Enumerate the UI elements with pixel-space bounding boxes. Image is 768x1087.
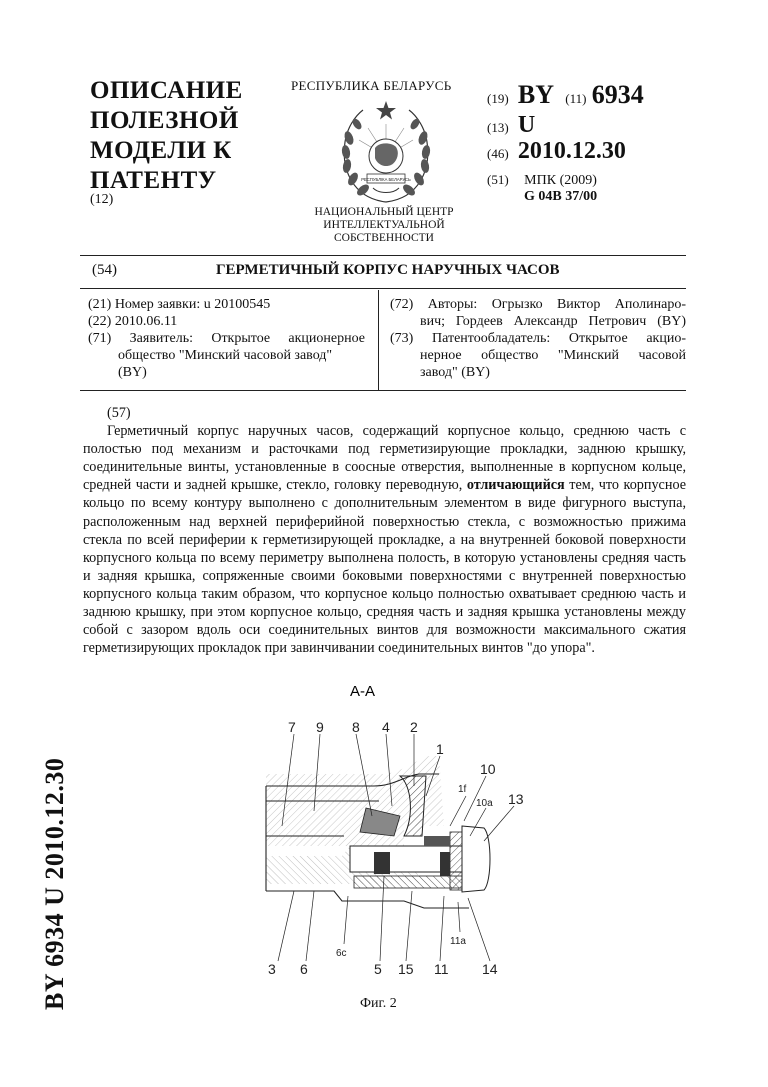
title-line-1: ОПИСАНИЕ bbox=[90, 77, 243, 104]
abstract-part-2: тем, что корпусное кольцо по всему контуру выполнено с дополнительным элементом в виде фигурного выступа, расположенным над верхней периферийной поверхностью стекла, с возможностью прижима стекла по всей периферии к герметизирующей прокладке, а на внутренней боковой поверхности корпусного кольца по всему периметру выполнена полость, в которую установлены средняя часть и задняя крышка, сопряженные своими боковыми поверхностями с внутренней поверхностью корпусного кольца таким образом, что корпусное кольцо полностью охватывает среднюю часть и заднюю крышку, при этом корпусное кольцо, средняя часть и задняя крышка установлены между собой с зазором вдоль оси соединительных винтов для возможности максимального сжатия герметизирующих прокладок при завинчивании соединительных винтов "до упора". bbox=[83, 477, 687, 657]
figure-caption: Фиг. 2 bbox=[360, 996, 397, 1011]
label-11: 11 bbox=[434, 961, 449, 977]
label-13: 13 bbox=[508, 791, 524, 807]
title-line-4: ПАТЕНТУ bbox=[90, 167, 217, 194]
label-6c: 6c bbox=[336, 948, 347, 959]
ipc-class: G 04B 37/00 bbox=[524, 189, 598, 204]
label-8: 8 bbox=[352, 719, 360, 735]
country-code: BY bbox=[517, 80, 555, 109]
republic-label: РЕСПУБЛИКА БЕЛАРУСЬ bbox=[291, 78, 452, 93]
bibliographic-left bbox=[88, 296, 365, 381]
publication-date: 2010.12.30 bbox=[517, 138, 626, 164]
code-51: (51) bbox=[487, 172, 509, 187]
utility-model-title: ГЕРМЕТИЧНЫЙ КОРПУС НАРУЧНЫХ ЧАСОВ bbox=[216, 262, 560, 278]
label-10: 10 bbox=[480, 761, 496, 777]
side-publication-id: BY 6934 U 2010.12.30 bbox=[40, 757, 69, 1010]
title-line-3: МОДЕЛИ К bbox=[90, 137, 232, 164]
publication-row-13 bbox=[487, 112, 535, 139]
center-line-3: СОБСТВЕННОСТИ bbox=[334, 232, 434, 244]
code-46: (46) bbox=[487, 146, 509, 161]
label-9: 9 bbox=[316, 719, 324, 735]
biblio-left-line-1: (21) Номер заявки: u 20100545 bbox=[88, 297, 271, 312]
title-line-2: ПОЛЕЗНОЙ bbox=[90, 107, 239, 134]
biblio-right-line-2: вич; Гордеев Александр Петрович (BY) bbox=[420, 314, 686, 329]
code-54: (54) bbox=[92, 262, 117, 278]
label-6: 6 bbox=[300, 961, 308, 977]
abstract bbox=[83, 404, 686, 657]
code-57: (57) bbox=[107, 405, 131, 421]
biblio-left-line-4: общество "Минский часовой завод" bbox=[118, 348, 333, 363]
center-line-2: ИНТЕЛЛЕКТУАЛЬНОЙ bbox=[323, 219, 445, 231]
abstract-part-1: Герметичный корпус наручных часов, содержащий корпусное кольцо, среднюю часть с полостью под механизм и расточками под герметизирующие прокладки, заднюю крышку, соединительные винты, установленные в соосные отверстия, выполненные в корпусном кольце, средней части и задней крышке, стекло, головку переводную, bbox=[83, 423, 686, 494]
rule-middle bbox=[80, 288, 686, 289]
figure-2-drawing bbox=[254, 676, 524, 996]
rule-top bbox=[80, 255, 686, 256]
rule-bottom bbox=[80, 390, 686, 391]
document-type-title bbox=[90, 76, 243, 196]
national-center-label bbox=[300, 206, 468, 245]
label-2: 2 bbox=[410, 719, 418, 735]
kind-code: U bbox=[517, 112, 536, 138]
biblio-left-line-5: (BY) bbox=[118, 365, 147, 380]
label-10a: 10a bbox=[476, 798, 493, 809]
label-4: 4 bbox=[382, 719, 390, 735]
label-15: 15 bbox=[398, 961, 414, 977]
code-13: (13) bbox=[487, 120, 509, 135]
bibliographic-right bbox=[390, 296, 686, 381]
section-label: А-А bbox=[350, 683, 376, 700]
biblio-right-line-4: нерное общество "Минский часовой bbox=[420, 348, 686, 363]
label-11a: 11a bbox=[450, 936, 466, 947]
code-12: (12) bbox=[90, 192, 114, 207]
state-emblem bbox=[333, 98, 439, 208]
code-11: (11) bbox=[565, 91, 587, 106]
publication-row-51 bbox=[487, 172, 597, 189]
publication-row-46 bbox=[487, 138, 626, 165]
label-14: 14 bbox=[482, 961, 498, 977]
emblem-ribbon-text: РЕСПУБЛIКА БЕЛАРУСЬ bbox=[361, 177, 411, 182]
label-1f: 1f bbox=[458, 784, 467, 795]
biblio-left-line-2: (22) 2010.06.11 bbox=[88, 314, 178, 329]
publication-row-19 bbox=[487, 80, 644, 110]
patent-number: 6934 bbox=[591, 80, 644, 109]
label-3: 3 bbox=[268, 961, 276, 977]
biblio-right-line-1: (72) Авторы: Огрызко Виктор Аполинаро- bbox=[390, 297, 686, 312]
abstract-bold-term: отличающийся bbox=[466, 477, 565, 494]
label-5: 5 bbox=[374, 961, 382, 977]
biblio-right-line-3: (73) Патентообладатель: Открытое акцио- bbox=[390, 331, 686, 346]
ipc-label: МПК (2009) bbox=[524, 173, 597, 188]
code-19: (19) bbox=[487, 91, 509, 106]
label-1: 1 bbox=[436, 741, 444, 757]
center-line-1: НАЦИОНАЛЬНЫЙ ЦЕНТР bbox=[314, 206, 454, 218]
biblio-left-line-3: (71) Заявитель: Открытое акционерное bbox=[88, 331, 365, 346]
column-divider bbox=[378, 290, 379, 390]
biblio-right-line-5: завод" (BY) bbox=[420, 365, 490, 380]
abstract-text bbox=[83, 422, 686, 657]
label-7: 7 bbox=[288, 719, 296, 735]
